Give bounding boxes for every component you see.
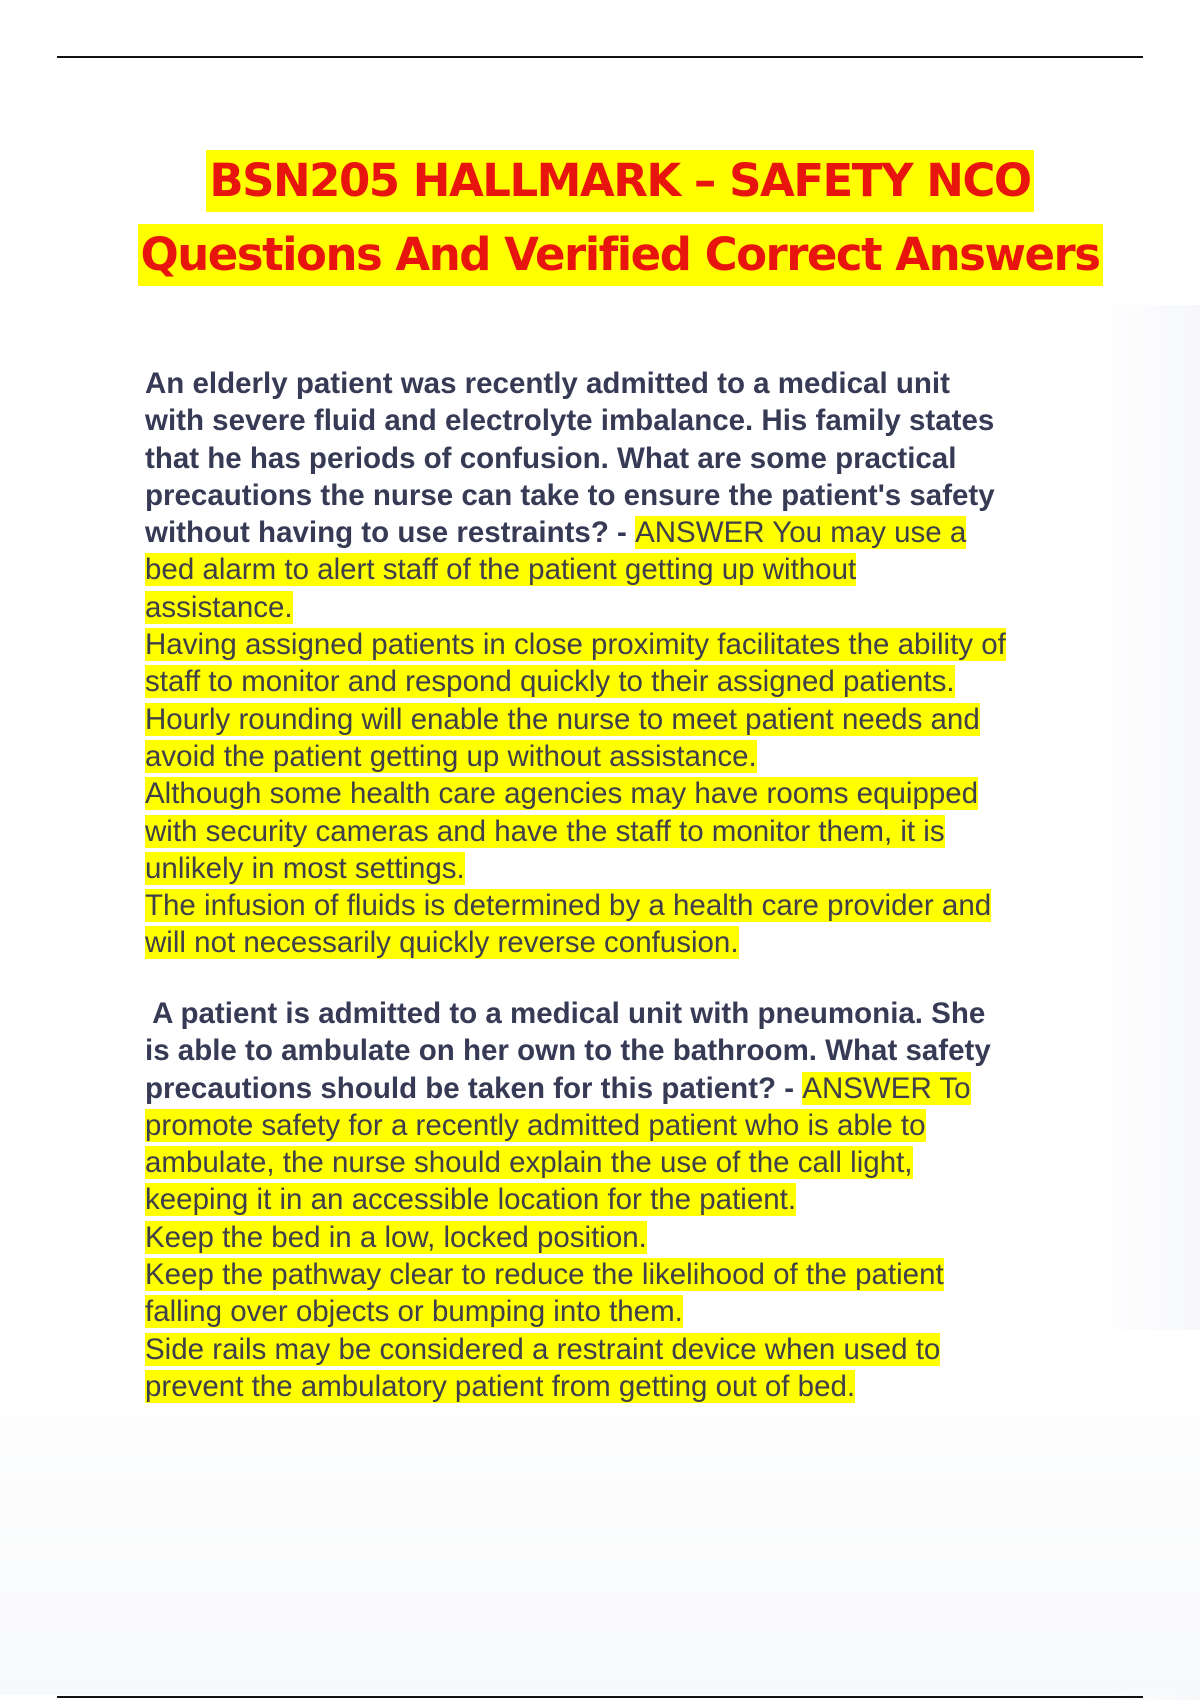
answer-2-line: ambulate, the nurse should explain the use of the call light, — [145, 1146, 913, 1180]
question-1-line: that he has periods of confusion. What are some practical — [145, 441, 957, 475]
footer-rule — [57, 1696, 1143, 1698]
answer-2-line: keeping it in an accessible location for the patient. — [145, 1183, 797, 1217]
question-2-line: is able to ambulate on her own to the bathroom. What safety — [145, 1034, 991, 1068]
question-1-line: An elderly patient was recently admitted to a medical unit — [145, 367, 950, 400]
question-1-line: precautions the nurse can take to ensure the patient's safety — [145, 478, 995, 512]
answer-1-paragraph-4-line: will not necessarily quickly reverse confusion. — [145, 926, 739, 960]
answer-1-label: ANSWER You may use a — [635, 516, 967, 550]
answer-1-paragraph-1-line: Having assigned patients in close proximity facilitates the ability of — [145, 628, 1006, 662]
answer-1-paragraph-1-line: staff to monitor and respond quickly to their assigned patients. — [145, 665, 955, 699]
answer-1-paragraph-2-line: avoid the patient getting up without assistance. — [145, 739, 757, 773]
answer-2-paragraph-2-line: Keep the pathway clear to reduce the likelihood of the patient — [145, 1258, 944, 1292]
header-rule — [57, 56, 1143, 58]
answer-1-line: assistance. — [145, 590, 293, 624]
answer-1-paragraph-3-line: unlikely in most settings. — [145, 851, 465, 885]
qa-item-2 — [145, 995, 1090, 1405]
answer-2-paragraph-3-line: Side rails may be considered a restraint device when used to — [145, 1332, 941, 1366]
question-1-line: with severe fluid and electrolyte imbalance. His family states — [145, 404, 995, 438]
answer-2-paragraph-1-line: Keep the bed in a low, locked position. — [145, 1220, 647, 1254]
question-2-line: precautions should be taken for this patient? - — [145, 1071, 803, 1105]
answer-2-line: promote safety for a recently admitted patient who is able to — [145, 1108, 926, 1142]
answer-2-label: ANSWER To — [802, 1071, 971, 1105]
document-title — [100, 150, 1140, 298]
question-1-line: without having to use restraints? - — [145, 516, 636, 550]
answer-1-paragraph-2-line: Hourly rounding will enable the nurse to meet patient needs and — [145, 702, 980, 736]
answer-1-line: bed alarm to alert staff of the patient getting up without — [145, 553, 857, 587]
title-line-2: Questions And Verified Correct Answers — [138, 224, 1103, 286]
answer-2-paragraph-3-line: prevent the ambulatory patient from getting out of bed. — [145, 1369, 856, 1403]
answer-2-paragraph-2-line: falling over objects or bumping into them. — [145, 1295, 683, 1329]
question-2-line: A patient is admitted to a medical unit with pneumonia. She — [145, 997, 986, 1030]
answer-1-paragraph-4-line: The infusion of fluids is determined by a health care provider and — [145, 889, 992, 923]
title-line-1: BSN205 HALLMARK – SAFETY NCO — [206, 150, 1033, 212]
answer-1-paragraph-3-line: with security cameras and have the staff to monitor them, it is — [145, 814, 945, 848]
answer-1-paragraph-3-line: Although some health care agencies may have rooms equipped — [145, 777, 979, 811]
qa-item-1 — [145, 365, 1090, 962]
